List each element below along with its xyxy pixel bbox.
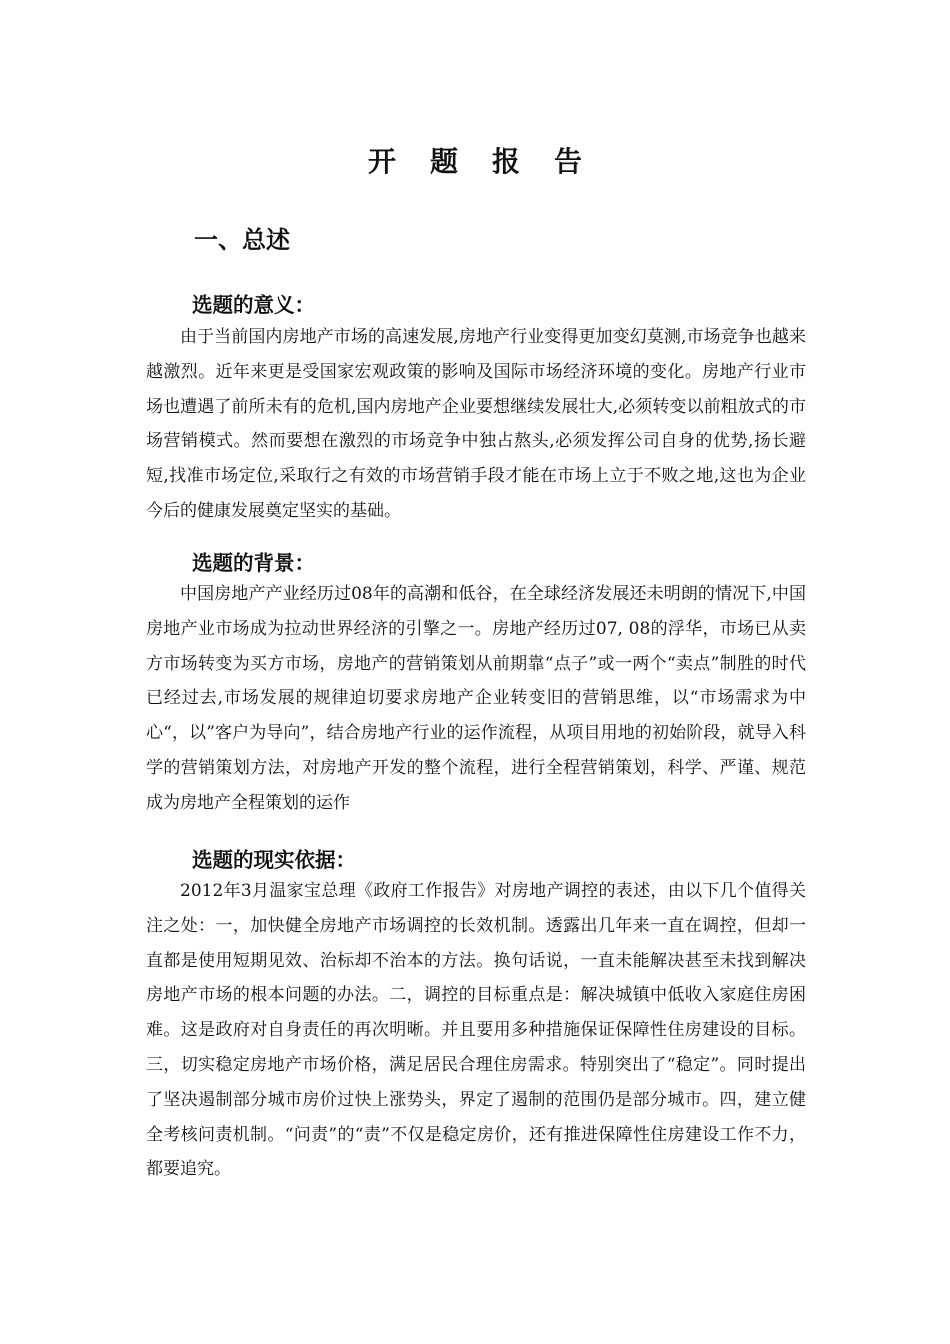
title-char: 告 (554, 145, 583, 178)
title-char: 开 (367, 145, 396, 178)
paragraph-background: 中国房地产产业经历过08年的高潮和低谷，在全球经济发展还未明朗的情况下,中国房地产业市场成为拉动世界经济的引擎之一。房地产经历过07, 08的浮华，市场已从卖方市场转变为买方市场，房地产的营销策划从前期靠“点子”或一两个“卖点”制胜的时代已经过去,市场发展的规律迫切要求房地产企业转变旧的营销思维，以“市场需求为中心“，以”客户为导向”，结合房地产行业的运作流程，从项目用地的初始阶段，就导入科学的营销策划方法，对房地产开发的整个流程，进行全程营销策划，科学、严谨、规范成为房地产全程策划的运作 (146, 584, 806, 813)
section-heading: 一、总述 (194, 226, 290, 254)
page-title (0, 140, 950, 180)
paragraph-significance: 由于当前国内房地产市场的高速发展,房地产行业变得更加变幻莫测,市场竞争也越来越激烈。近年来更是受国家宏观政策的影响及国际市场经济环境的变化。房地产行业市场也遭遇了前所未有的危机,国内房地产企业要想继续发展壮大,必须转变以前粗放式的市场营销模式。然而要想在激烈的市场竞争中独占熬头,必须发挥公司自身的优势,扬长避短,找准市场定位,采取行之有效的市场营销手段才能在市场上立于不败之地,这也为企业今后的健康发展奠定坚实的基础。 (146, 327, 806, 521)
subsection-heading-significance: 选题的意义： (192, 293, 315, 317)
paragraph-basis: 2012年3月温家宝总理《政府工作报告》对房地产调控的表述，由以下几个值得关注之处：一，加快健全房地产市场调控的长效机制。透露出几年来一直在调控，但却一直都是使用短期见效、治标却不治本的方法。换句话说，一直未能解决甚至未找到解决房地产市场的根本问题的办法。二，调控的目标重点是：解决城镇中低收入家庭住房困难。这是政府对自身责任的再次明晰。并且要用多种措施保证保障性住房建设的目标。三，切实稳定房地产市场价格，满足居民合理住房需求。特别突出了“稳定”。同时提出了坚决遏制部分城市房价过快上涨势头，界定了遏制的范围仍是部分城市。四，建立健全考核问责机制。“问责”的“责”不仅是稳定房价，还有推进保障性住房建设工作不力，都要追究。 (146, 881, 806, 1180)
subsection-heading-background: 选题的背景： (192, 551, 315, 575)
title-char: 报 (492, 145, 521, 178)
title-char: 题 (429, 145, 458, 178)
subsection-heading-basis: 选题的现实依据： (192, 848, 356, 872)
